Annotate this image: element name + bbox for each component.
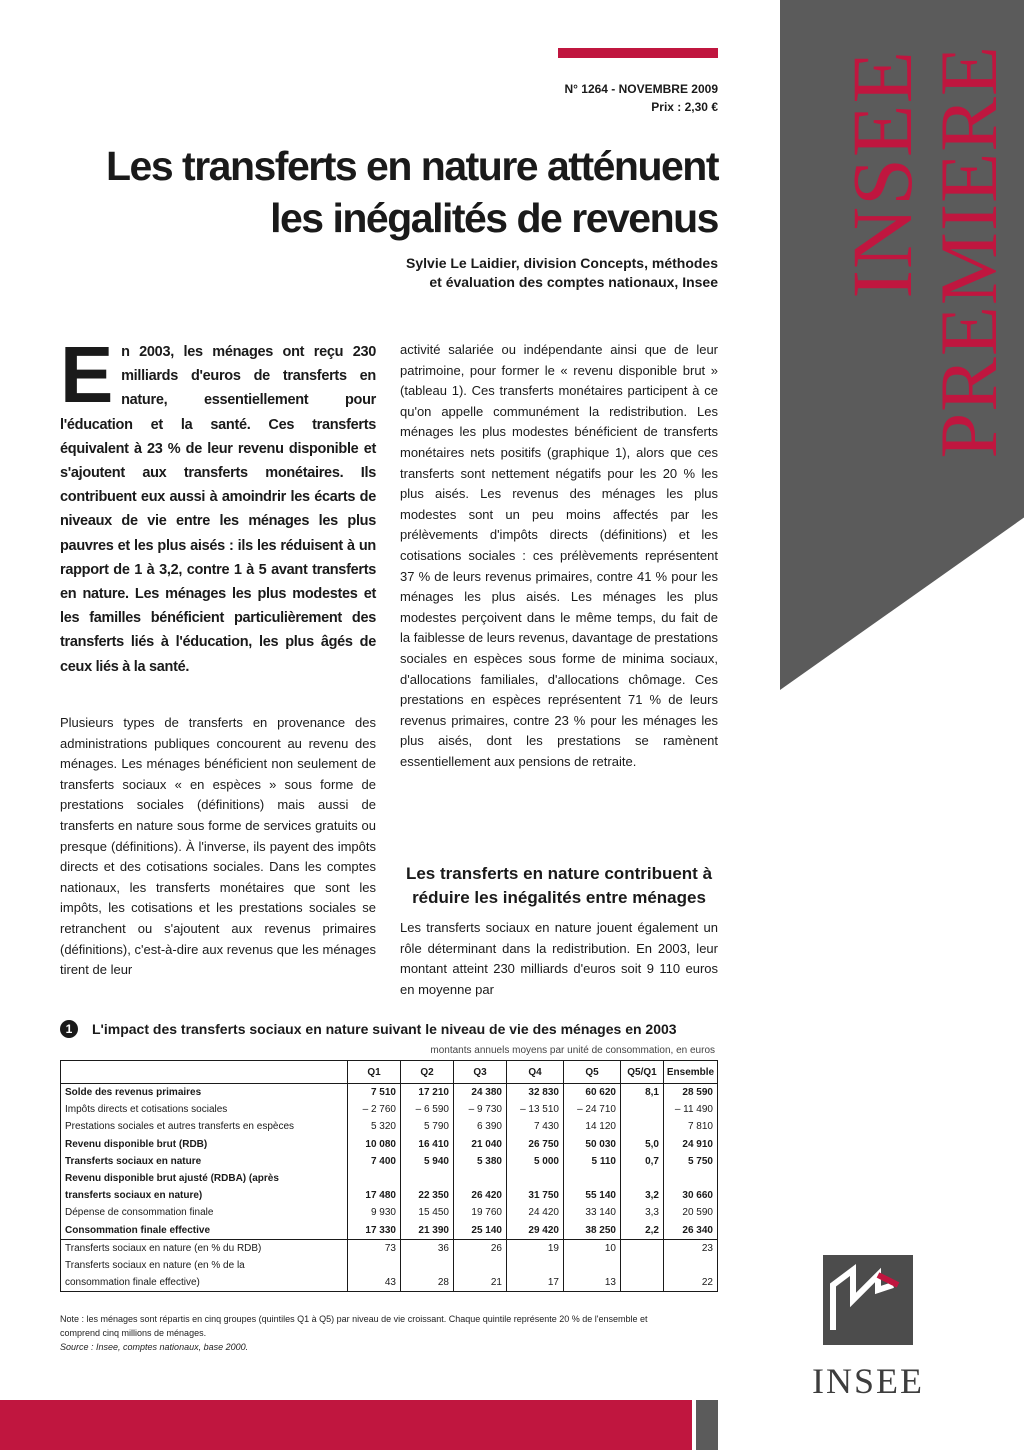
table-cell: 2,2 [621, 1222, 664, 1240]
table-header-cell: Q2 [401, 1061, 454, 1084]
table-row [61, 1222, 718, 1240]
top-accent-bar [558, 48, 718, 58]
author-block [300, 254, 718, 292]
table-cell: 7 430 [507, 1118, 564, 1135]
body-text-right-2: Les transferts sociaux en nature jouent également un rôle déterminant dans la redistribution. En 2003, leur montant atteint 230 milliards d'euros soit 9 110 euros en moyenne par [400, 920, 718, 997]
table-row [61, 1118, 718, 1135]
bottom-accent-bar [0, 1400, 692, 1450]
table-cell: 73 [348, 1239, 401, 1257]
table-cell [507, 1170, 564, 1187]
table-cell: 43 [348, 1274, 401, 1292]
table-cell: 15 450 [401, 1204, 454, 1221]
table-cell: 30 660 [664, 1187, 718, 1204]
table-cell: 8,1 [621, 1084, 664, 1102]
table-cell: 33 140 [564, 1204, 621, 1221]
table-cell: 5 940 [401, 1153, 454, 1170]
issue-info [450, 80, 718, 116]
table-cell [348, 1257, 401, 1274]
table-row [61, 1170, 718, 1187]
table-header-cell [61, 1061, 348, 1084]
table-row-label: Transferts sociaux en nature (en % du RDB) [61, 1239, 348, 1257]
table-cell: 7 400 [348, 1153, 401, 1170]
table-header-cell: Q5/Q1 [621, 1061, 664, 1084]
table-cell: 3,2 [621, 1187, 664, 1204]
table-row [61, 1187, 718, 1204]
table-cell: 19 [507, 1239, 564, 1257]
table-cell [621, 1274, 664, 1292]
insee-logo-mark [823, 1255, 913, 1345]
table-cell [621, 1118, 664, 1135]
table-cell: 22 [664, 1274, 718, 1292]
table-row [61, 1084, 718, 1102]
brand-vertical-line1: INSEE [834, 50, 930, 299]
title-line2: les inégalités de revenus [270, 195, 718, 241]
table-cell: 16 410 [401, 1136, 454, 1153]
table-cell: 26 420 [454, 1187, 507, 1204]
table-source: Source : Insee, comptes nationaux, base 2000. [60, 1342, 249, 1352]
table-cell: 50 030 [564, 1136, 621, 1153]
table-cell [621, 1257, 664, 1274]
table-cell [507, 1257, 564, 1274]
subhead-line2: réduire les inégalités entre ménages [412, 888, 706, 907]
table-row [61, 1239, 718, 1257]
lede-paragraph [60, 330, 376, 679]
table-cell: 28 590 [664, 1084, 718, 1102]
lede-text: n 2003, les ménages ont reçu 230 milliards d'euros de transferts en nature, essentiellement pour l'éducation et la santé. Ces transferts équivalent à 23 % de leur revenu disponible et s'ajoutent aux transferts monétaires. Ils contribuent eux aussi à amoindrir les écarts de niveaux de vie entre les ménages les plus pauvres et les plus aisés : ils les réduisent à un rapport de 1 à 3,2, contre 1 à 5 avant transferts en nature. Les ménages les plus modestes et les familles bénéficient particulièrement des transferts liés à l'éducation, les plus âgés de ceux liés à la santé. [60, 344, 376, 675]
table-title: L'impact des transferts sociaux en nature suivant le niveau de vie des ménages en 2003 [92, 1021, 677, 1037]
table-cell: 55 140 [564, 1187, 621, 1204]
table-cell: 9 930 [348, 1204, 401, 1221]
table-cell: 10 [564, 1239, 621, 1257]
table-cell: 24 380 [454, 1084, 507, 1102]
table-cell: 26 [454, 1239, 507, 1257]
table-cell: – 6 590 [401, 1101, 454, 1118]
table-cell: 5 320 [348, 1118, 401, 1135]
table-row-label: Revenu disponible brut ajusté (RDBA) (après [61, 1170, 348, 1187]
table-row-label: Impôts directs et cotisations sociales [61, 1101, 348, 1118]
table-cell: 17 [507, 1274, 564, 1292]
table-cell [621, 1170, 664, 1187]
table-cell: – 11 490 [664, 1101, 718, 1118]
table-cell: 38 250 [564, 1222, 621, 1240]
table-row-label: Consommation finale effective [61, 1222, 348, 1240]
table-cell: 25 140 [454, 1222, 507, 1240]
table-cell [401, 1257, 454, 1274]
section-subheading [400, 862, 718, 910]
table-cell: 19 760 [454, 1204, 507, 1221]
table-header-cell: Q5 [564, 1061, 621, 1084]
table-cell: 24 420 [507, 1204, 564, 1221]
page-title [60, 140, 718, 244]
table-row [61, 1153, 718, 1170]
table-header-cell: Q4 [507, 1061, 564, 1084]
table-cell: 32 830 [507, 1084, 564, 1102]
author-line1: Sylvie Le Laidier, division Concepts, méthodes [406, 255, 718, 271]
issue-price: Prix : 2,30 € [651, 100, 718, 114]
table-cell: 23 [664, 1239, 718, 1257]
table-cell: 5 750 [664, 1153, 718, 1170]
table-cell: 3,3 [621, 1204, 664, 1221]
table-cell: 5 110 [564, 1153, 621, 1170]
table-cell: 60 620 [564, 1084, 621, 1102]
table-cell: 7 810 [664, 1118, 718, 1135]
table-cell: 21 [454, 1274, 507, 1292]
table-cell: 5 790 [401, 1118, 454, 1135]
note-line2: comprend cinq millions de ménages. [60, 1328, 207, 1338]
table-cell: 13 [564, 1274, 621, 1292]
issue-number: N° 1264 - NOVEMBRE 2009 [564, 82, 718, 96]
table-cell [564, 1257, 621, 1274]
table-cell: 10 080 [348, 1136, 401, 1153]
table-row-label: consommation finale effective) [61, 1274, 348, 1292]
table-cell: 17 210 [401, 1084, 454, 1102]
table-cell: 29 420 [507, 1222, 564, 1240]
brand-vertical-line2: PREMIERE [923, 45, 1014, 459]
table-header-row [61, 1061, 718, 1084]
table-header-cell: Ensemble [664, 1061, 718, 1084]
table-cell: 20 590 [664, 1204, 718, 1221]
table-row-label: Revenu disponible brut (RDB) [61, 1136, 348, 1153]
table-cell: 26 750 [507, 1136, 564, 1153]
table-row-label: Dépense de consommation finale [61, 1204, 348, 1221]
table-header-cell: Q3 [454, 1061, 507, 1084]
table-cell [454, 1170, 507, 1187]
table-row [61, 1204, 718, 1221]
note-line1: Note : les ménages sont répartis en cinq groupes (quintiles Q1 à Q5) par niveau de vie croissant. Chaque quintile représente 20 % de l'ensemble et [60, 1314, 648, 1324]
table-cell: 36 [401, 1239, 454, 1257]
table-row [61, 1101, 718, 1118]
table-number-badge: 1 [60, 1020, 78, 1038]
table-cell: 24 910 [664, 1136, 718, 1153]
table-cell: 5 380 [454, 1153, 507, 1170]
bottom-grey-bar [696, 1400, 718, 1450]
table-row-label: Transferts sociaux en nature (en % de la [61, 1257, 348, 1274]
table-cell: 14 120 [564, 1118, 621, 1135]
table-cell: 17 330 [348, 1222, 401, 1240]
table-row [61, 1257, 718, 1274]
table-units: montants annuels moyens par unité de consommation, en euros [430, 1045, 715, 1056]
table-cell [664, 1257, 718, 1274]
subhead-line1: Les transferts en nature contribuent à [405, 864, 713, 883]
table-cell [454, 1257, 507, 1274]
table-cell [621, 1239, 664, 1257]
table-cell: 5,0 [621, 1136, 664, 1153]
insee-logo-text: INSEE [812, 1361, 924, 1401]
table-body [61, 1084, 718, 1292]
table-row-label: Transferts sociaux en nature [61, 1153, 348, 1170]
data-table [60, 1060, 718, 1292]
table-cell: – 2 760 [348, 1101, 401, 1118]
table-cell: 17 480 [348, 1187, 401, 1204]
author-line2: et évaluation des comptes nationaux, Insee [429, 274, 718, 290]
table-cell: 28 [401, 1274, 454, 1292]
table-cell [401, 1170, 454, 1187]
table-cell: – 13 510 [507, 1101, 564, 1118]
data-table-container [60, 1060, 718, 1292]
body-text-left: Plusieurs types de transferts en provenance des administrations publiques concourent au revenu des ménages. Les ménages bénéficient non seulement de transferts sociaux « en espèces » sous forme de prestations sociales (définitions) mais aussi de transferts en nature sous forme de services gratuits ou presque (définitions). À l'inverse, ils payent des impôts directs et des cotisations sociales. Dans les comptes nationaux, les transferts monétaires que sont les impôts, les cotisations et les prestations sociales se retranchent ou s'ajoutent aux revenus primaires (définitions), c'est-à-dire aux revenus que les ménages tirent de leur [60, 715, 376, 978]
table-cell: 21 040 [454, 1136, 507, 1153]
table-cell [348, 1170, 401, 1187]
table-cell: – 24 710 [564, 1101, 621, 1118]
table-row [61, 1136, 718, 1153]
table-header-cell: Q1 [348, 1061, 401, 1084]
table-row-label: Solde des revenus primaires [61, 1084, 348, 1102]
table-row [61, 1274, 718, 1292]
table-cell [564, 1170, 621, 1187]
table-cell: 26 340 [664, 1222, 718, 1240]
table-cell: 7 510 [348, 1084, 401, 1102]
table-cell: 5 000 [507, 1153, 564, 1170]
title-line1: Les transferts en nature atténuent [106, 143, 718, 189]
drop-cap: E [60, 330, 114, 419]
table-note [60, 1312, 720, 1354]
table-cell: 22 350 [401, 1187, 454, 1204]
logo-arrow-icon [823, 1255, 913, 1345]
table-cell: – 9 730 [454, 1101, 507, 1118]
table-cell: 0,7 [621, 1153, 664, 1170]
table-cell [621, 1101, 664, 1118]
table-row-label: transferts sociaux en nature) [61, 1187, 348, 1204]
table-cell [664, 1170, 718, 1187]
body-text-right-1: activité salariée ou indépendante ainsi que de leur patrimoine, pour former le « revenu disponible brut » (tableau 1). Ces transferts monétaires participent à ce qu'on appelle communément la redistribution. Les ménages les plus modestes bénéficient de transferts monétaires nets positifs (graphique 1), alors que ces transferts sont nettement négatifs pour les 20 % les plus aisés. Les revenus des ménages les plus modestes sont un peu moins affectés par les prélèvements d'impôts directs (définitions) et les cotisations sociales : ces prélèvements représentent 37 % de leurs revenus primaires, contre 41 % pour les ménages les plus aisés. Les ménages les plus modestes perçoivent dans le même temps, du fait de la faiblesse de leurs revenus, davantage de prestations sociales en espèces sous forme de minima sociaux, d'allocations familiales, d'allocations chômage. Ces prestations en espèces représentent 71 % de leurs revenus primaires, contre 23 % pour les ménages les plus aisés, dont les prestations se ramènent essentiellement aux pensions de retraite. [400, 342, 718, 769]
table-cell: 6 390 [454, 1118, 507, 1135]
table-cell: 21 390 [401, 1222, 454, 1240]
table-cell: 31 750 [507, 1187, 564, 1204]
table-row-label: Prestations sociales et autres transferts en espèces [61, 1118, 348, 1135]
brand-vertical-title [812, 40, 1012, 540]
